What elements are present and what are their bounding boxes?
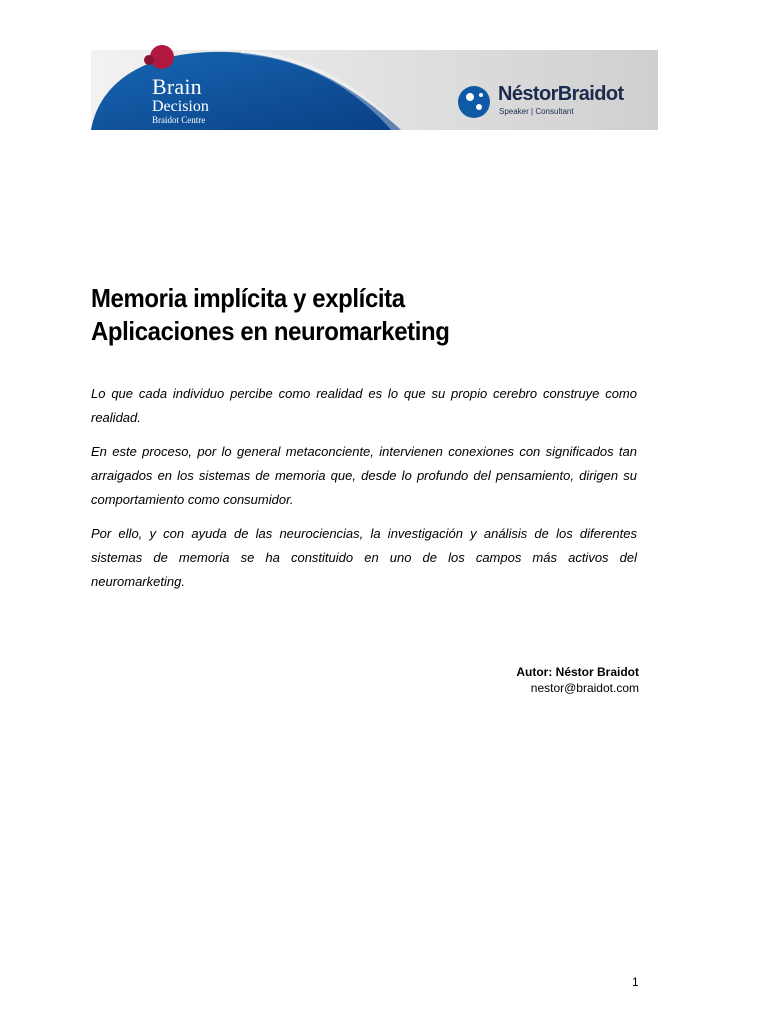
nestor-braidot-logo-icon <box>457 85 493 119</box>
partner-name: NéstorBraidot <box>498 83 624 105</box>
title-line-1: Memoria implícita y explícita <box>91 283 405 313</box>
brand-line-3: Braidot Centre <box>152 115 206 125</box>
brain-logo-icon <box>138 43 178 73</box>
paragraph-1: Lo que cada individuo percibe como realidad es lo que su propio cerebro construye como realidad. <box>91 386 637 425</box>
brain-decision-brand <box>152 76 209 125</box>
partner-subtitle: Speaker | Consultant <box>499 107 574 116</box>
title-line-2: Aplicaciones en neuromarketing <box>91 316 450 346</box>
brand-line-2: Decision <box>152 98 209 115</box>
paragraph-3: Por ello, y con ayuda de las neurociencias, la investigación y análisis de los diferentes sistemas de memoria se ha constituido en uno de los campos más activos del neuromarketing. <box>91 526 637 589</box>
paragraph-2: En este proceso, por lo general metaconciente, intervienen conexiones con significados tan arraigados en los sistemas de memoria que, desde lo profundo del pensamiento, dirigen su comportamiento como consumidor. <box>91 444 637 507</box>
page-number: 1 <box>632 975 639 989</box>
author-name: Autor: Néstor Braidot <box>516 665 639 679</box>
body-text <box>91 382 637 604</box>
brand-line-1: Brain <box>152 74 202 99</box>
author-email[interactable]: nestor@braidot.com <box>530 681 639 695</box>
document-title <box>91 282 449 348</box>
author-block <box>516 664 639 696</box>
